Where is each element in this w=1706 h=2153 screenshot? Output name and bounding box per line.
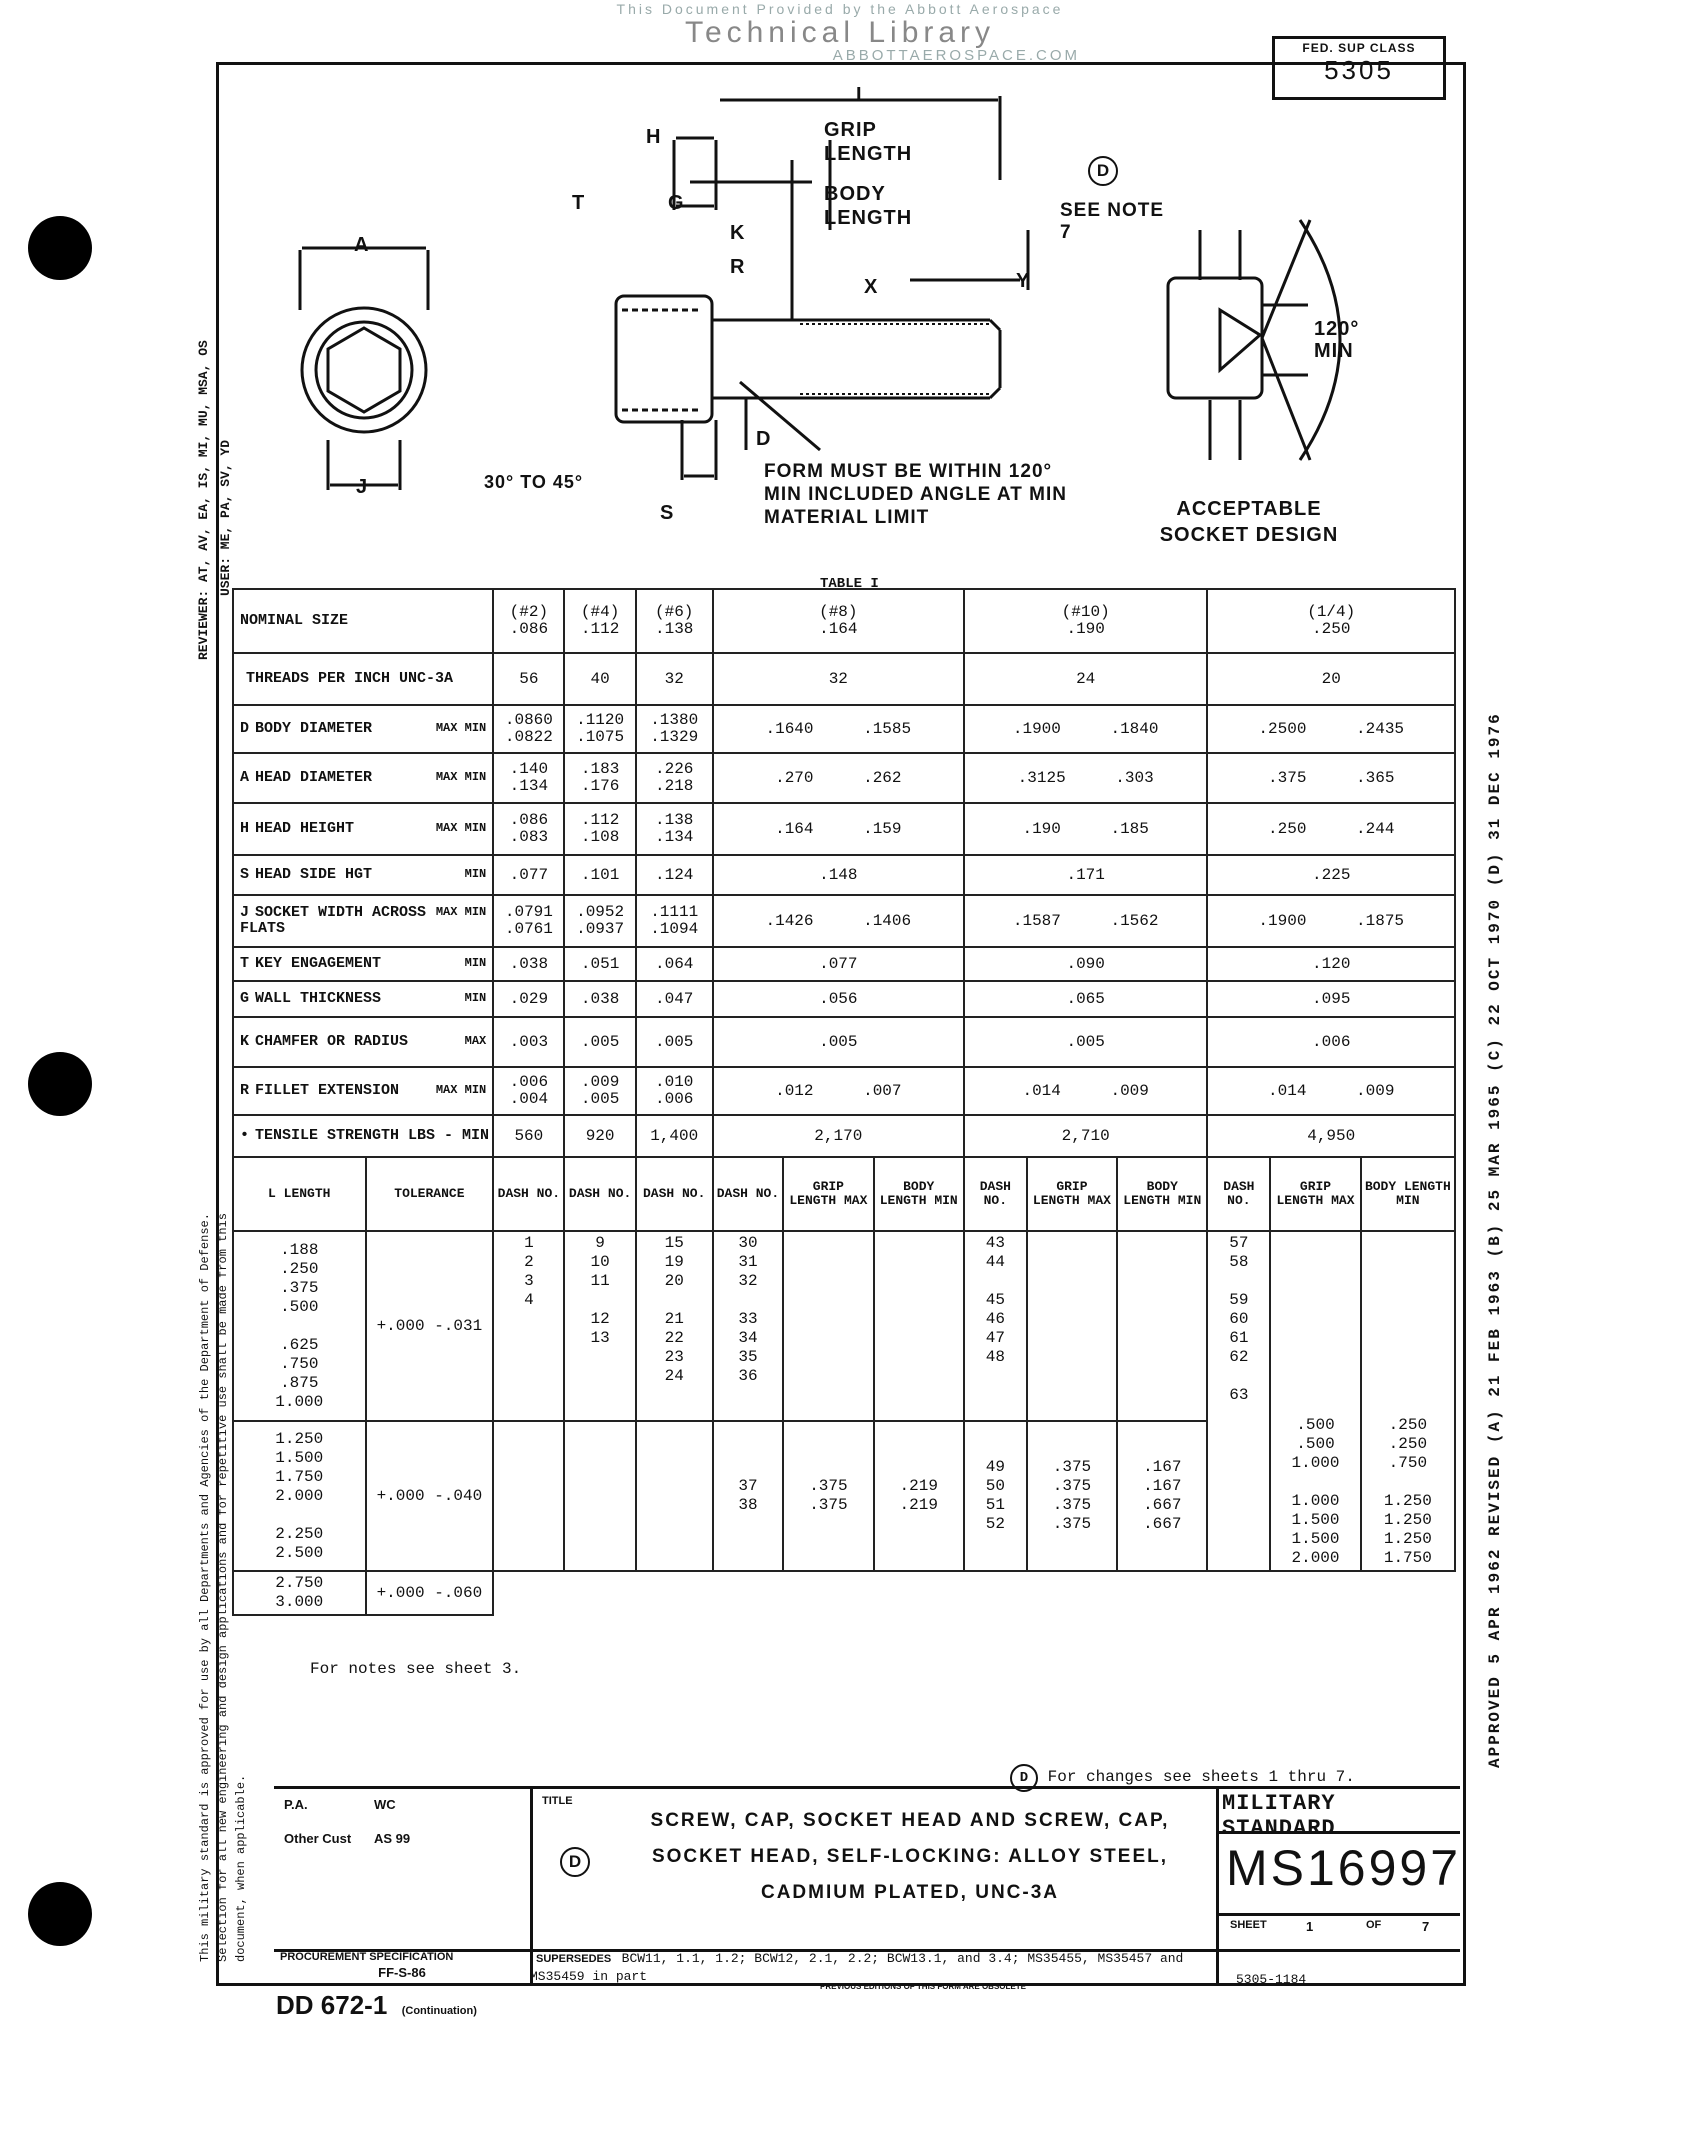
list-value: 45 [985,1291,1005,1309]
dash-list [564,1231,635,1421]
list-value: 52 [985,1515,1005,1533]
value-cell: .138 .134 [636,803,713,855]
list-value [1210,1367,1267,1386]
value-rows [233,653,1455,1157]
list-value: 2.250 [275,1524,324,1543]
value-cell: .056 [713,981,964,1017]
list-value [967,1272,1024,1291]
list-value: 2.000 [275,1486,324,1505]
value-cell: .005 [564,1017,635,1067]
row-label: NOMINAL SIZE [233,589,493,653]
list-value: 32 [738,1272,758,1290]
list-value: .219 [899,1477,938,1495]
grip-header: GRIP LENGTH MAX [783,1157,873,1231]
row-label: • TENSILE STRENGTH LBS - MIN [233,1115,493,1157]
value-cell: .003 [493,1017,564,1067]
value-cell: .164 .159 [713,803,964,855]
list-value: 2 [524,1253,534,1271]
value-cell: .225 [1207,855,1455,895]
list-value: .375 [280,1278,319,1297]
value-cell: .112 .108 [564,803,635,855]
length-group-a [233,1231,1455,1421]
list-value: 36 [738,1367,758,1385]
value-cell: .1640 .1585 [713,705,964,753]
dash-list [713,1421,784,1571]
pa-value: WC [374,1797,396,1812]
value-cell: .014 .009 [964,1067,1208,1115]
grip-header: GRIP LENGTH MAX [1270,1157,1360,1231]
value-cell: .051 [564,947,635,981]
of-no: 7 [1422,1919,1430,1934]
row-label: MAX MIN D BODY DIAMETER [233,705,493,753]
table-row [233,1115,1455,1157]
value-cell: .148 [713,855,964,895]
notes-reference: For notes see sheet 3. [310,1660,522,1678]
value-cell: .0860 .0822 [493,705,564,753]
list-value: .500 [1296,1435,1335,1453]
length-list [233,1571,366,1615]
dash-header: DASH NO. [564,1157,635,1231]
dim-label-a: A [354,234,370,256]
value-cell: .029 [493,981,564,1017]
value-cell: .171 [964,855,1208,895]
value-cell: .190 .185 [964,803,1208,855]
dim-label-s: S [660,502,675,524]
value-cell: .140 .134 [493,753,564,803]
list-value: .500 [280,1297,319,1316]
tolerance-cell: +.000 -.060 [366,1571,494,1615]
punch-hole [28,216,92,280]
tolerance-header: TOLERANCE [366,1157,494,1231]
row-label: MAX MIN R FILLET EXTENSION [233,1067,493,1115]
list-value: .375 [1052,1515,1092,1533]
value-cell: .077 [493,855,564,895]
list-value: .250 [1388,1435,1428,1453]
value-cell: .250 .244 [1207,803,1455,855]
list-value [1210,1272,1267,1291]
value-cell: .005 [964,1017,1208,1067]
value-cell: .120 [1207,947,1455,981]
value-cell: 32 [636,653,713,705]
document-code: 5305-1184 [1236,1972,1307,1987]
list-value: 47 [985,1329,1005,1347]
list-value: 2.750 [275,1574,324,1592]
of-label: OF [1366,1919,1382,1931]
list-value [236,1506,363,1525]
list-value: 19 [664,1253,684,1271]
grip-list [1027,1421,1117,1571]
list-value: 48 [985,1348,1005,1366]
value-cell: .005 [636,1017,713,1067]
list-value: 60 [1229,1310,1249,1328]
list-value: 20 [664,1272,684,1290]
list-value [236,1317,363,1336]
value-cell: .005 [713,1017,964,1067]
list-value: 1.750 [275,1467,324,1486]
punch-hole [28,1052,92,1116]
other-cust-label: Other Cust [284,1831,352,1846]
watermark-line1: This Document Provided by the Abbott Aerospace [616,1,1064,17]
table-row [233,753,1455,803]
list-value: 57 [1229,1234,1249,1252]
watermark-line2: Technical Library [684,15,996,49]
dim-label-g: G [668,192,685,214]
form-number: DD 672-1 (Continuation) [276,1990,477,2020]
value-cell: .1380 .1329 [636,705,713,753]
dim-label-d: D [756,428,772,450]
changes-reference: D For changes see sheets 1 thru 7. [1010,1764,1355,1792]
list-value: 49 [985,1458,1005,1476]
list-value: 63 [1229,1386,1249,1404]
list-value: 1.500 [1291,1530,1340,1548]
length-group-c [233,1571,1455,1615]
body-header: BODY LENGTH MIN [874,1157,964,1231]
form-note: FORM MUST BE WITHIN 120° MIN INCLUDED ANGLE AT MIN MATERIAL LIMIT [764,461,1067,528]
value-cell: .375 .365 [1207,753,1455,803]
tolerance-cell: +.000 -.031 [366,1231,494,1421]
row-label: MAX K CHAMFER OR RADIUS [233,1017,493,1067]
list-value: 23 [664,1348,684,1366]
list-value: .375 [809,1496,848,1514]
list-value: 11 [590,1272,610,1290]
dash-header: DASH NO. [964,1157,1027,1231]
list-value: 46 [985,1310,1005,1328]
value-cell: 920 [564,1115,635,1157]
dash-list [964,1231,1027,1421]
grip-list [1270,1231,1360,1571]
list-value: 33 [738,1310,758,1328]
list-value [1364,1473,1452,1492]
supersedes-label: SUPERSEDES [536,1953,612,1965]
body-length-label: BODY LENGTH [824,183,913,229]
punch-hole [28,1882,92,1946]
size-cell: (#10) .190 [964,589,1208,653]
value-cell: 40 [564,653,635,705]
value-cell: .095 [1207,981,1455,1017]
table-row [233,803,1455,855]
value-cell: .0791 .0761 [493,895,564,947]
dim-label-y: Y [1016,270,1031,292]
list-value: 31 [738,1253,758,1271]
row-label: MIN S HEAD SIDE HGT [233,855,493,895]
value-cell: .014 .009 [1207,1067,1455,1115]
list-value: 12 [590,1310,610,1328]
list-value: .250 [1388,1416,1428,1434]
value-cell: .1111 .1094 [636,895,713,947]
procurement-value: FF-S-86 [378,1965,426,1980]
list-value: .375 [1052,1458,1092,1476]
list-value: 24 [664,1367,684,1385]
value-cell: .064 [636,947,713,981]
dash-header: DASH NO. [713,1157,784,1231]
chamfer-label: 30° TO 45° [484,472,584,492]
list-value: 1 [524,1234,534,1252]
table-row [233,589,1455,653]
list-value [716,1291,781,1310]
value-cell: .006 .004 [493,1067,564,1115]
list-value: 3 [524,1272,534,1290]
previous-editions-note: PREVIOUS EDITIONS OF THIS FORM ARE OBSOLETE [820,1982,1026,1991]
row-label: MAX MIN J SOCKET WIDTH ACROSS FLATS [233,895,493,947]
list-value: 22 [664,1329,684,1347]
revision-d-mark: D [1088,156,1118,186]
list-value [639,1291,710,1310]
value-cell: 2,170 [713,1115,964,1157]
dash-header: DASH NO. [636,1157,713,1231]
value-cell: 24 [964,653,1208,705]
value-cell: .1120 .1075 [564,705,635,753]
dim-label-h: H [646,126,662,148]
list-value: 1.250 [1383,1530,1432,1548]
list-value: .750 [1388,1454,1428,1472]
body-header: BODY LENGTH MIN [1117,1157,1207,1231]
table-title: TABLE I [820,576,879,592]
value-cell: .1900 .1875 [1207,895,1455,947]
table-row [233,705,1455,753]
list-value: 58 [1229,1253,1249,1271]
user-text: USER: ME, PA, SV, YD [218,439,233,596]
value-cell: .065 [964,981,1208,1017]
approval-note: This military standard is approved for use by all Departments and Agencies of the Department of Defense. Selection for all new engineering and design applications and for repetitive use shall be made from this document, when applicable. [198,1213,248,1962]
list-value: .750 [280,1354,319,1373]
list-value: 15 [664,1234,684,1252]
list-value: .667 [1143,1496,1182,1514]
list-value: 61 [1229,1329,1249,1347]
military-standard-label: MILITARY STANDARD [1222,1791,1336,1841]
value-cell: .012 .007 [713,1067,964,1115]
list-value: .375 [809,1477,848,1495]
title-revision-mark: D [560,1847,590,1877]
grip-header: GRIP LENGTH MAX [1027,1157,1117,1231]
list-value: 1.250 [275,1429,324,1448]
see-note-label: SEE NOTE 7 [1060,200,1165,243]
value-cell: .270 .262 [713,753,964,803]
value-cell: .2500 .2435 [1207,705,1455,753]
list-value: 1.750 [1383,1549,1432,1567]
value-cell: 56 [493,653,564,705]
table-row [233,895,1455,947]
procurement-label: PROCUREMENT SPECIFICATION [280,1951,454,1963]
list-value: .500 [1296,1416,1335,1434]
dim-label-l: L [856,84,870,106]
list-value: 9 [595,1234,605,1252]
list-value: 13 [590,1329,610,1347]
other-cust-value: AS 99 [374,1831,411,1846]
dash-list [713,1231,784,1421]
body-list [874,1421,964,1571]
value-cell: 4,950 [1207,1115,1455,1157]
value-cell: .101 [564,855,635,895]
value-cell: .226 .218 [636,753,713,803]
title-label: TITLE [542,1795,573,1807]
list-value: 50 [985,1477,1005,1495]
ms-number: MS16997 [1226,1840,1462,1896]
table-subheader-row [233,1157,1455,1231]
list-value: 10 [590,1253,610,1271]
list-value: 4 [524,1291,534,1309]
sheet-no: 1 [1306,1919,1314,1934]
list-value: 2.500 [275,1543,324,1562]
socket-design-caption: ACCEPTABLE SOCKET DESIGN [1159,498,1339,546]
document-title: SCREW, CAP, SOCKET HEAD AND SCREW, CAP, SOCKET HEAD, SELF-LOCKING: ALLOY STEEL, CADMIUM PLATED, UNC-3A [650,1810,1170,1903]
dim-label-j: J [356,476,369,498]
revision-history: APPROVED 5 APR 1962 REVISED (A) 21 FEB 1963 (B) 25 MAR 1965 (C) 22 OCT 1970 (D) 31 DEC 1976 [1486,712,1504,1768]
list-value: .219 [899,1496,938,1514]
value-cell: .038 [493,947,564,981]
value-cell: 1,400 [636,1115,713,1157]
dash-list [636,1231,713,1421]
dash-list [493,1231,564,1421]
size-cell: (1/4) .250 [1207,589,1455,653]
value-cell: .1587 .1562 [964,895,1208,947]
value-cell: .090 [964,947,1208,981]
dash-header: DASH NO. [493,1157,564,1231]
body-list [1361,1231,1455,1571]
value-cell: .047 [636,981,713,1017]
value-cell: .086 .083 [493,803,564,855]
list-value: 1.000 [1291,1492,1340,1510]
value-cell: 2,710 [964,1115,1208,1157]
table-row [233,947,1455,981]
list-value: 59 [1229,1291,1249,1309]
value-cell: .124 [636,855,713,895]
list-value: 1.250 [1383,1511,1432,1529]
tolerance-cell: +.000 -.040 [366,1421,494,1571]
value-cell: 20 [1207,653,1455,705]
value-cell: .038 [564,981,635,1017]
list-value: 34 [738,1329,758,1347]
list-value: 1.000 [275,1392,324,1411]
list-value: .250 [280,1259,319,1278]
reviewer-text: REVIEWER: AT, AV, EA, IS, MI, MU, MSA, OS [196,340,211,660]
length-list [233,1231,366,1421]
list-value: .375 [1052,1496,1092,1514]
value-cell: .3125 .303 [964,753,1208,803]
length-list [233,1421,366,1571]
list-value: .625 [280,1335,319,1354]
size-cell: (#2) .086 [493,589,564,653]
dim-label-k: K [730,222,746,244]
dim-label-t: T [572,192,586,214]
list-value: 43 [985,1234,1005,1252]
pa-label: P.A. [284,1797,308,1812]
list-value: 1.000 [1291,1454,1340,1472]
title-block [274,1786,1460,1983]
size-cell: (#4) .112 [564,589,635,653]
list-value: 1.500 [275,1448,324,1467]
list-value: .167 [1143,1458,1182,1476]
row-label: MAX MIN A HEAD DIAMETER [233,753,493,803]
list-value [1273,1473,1357,1492]
supersedes-value: BCW11, 1.1, 1.2; BCW12, 2.1, 2.2; BCW13.1, and 3.4; MS35455, MS35457 and MS35459 in part [530,1951,1184,1984]
value-cell: .010 .006 [636,1067,713,1115]
value-cell: .006 [1207,1017,1455,1067]
list-value: .375 [1052,1477,1092,1495]
list-value: 44 [985,1253,1005,1271]
list-value [567,1291,632,1310]
list-value: 2.000 [1291,1549,1340,1567]
value-cell: .009 .005 [564,1067,635,1115]
table-row [233,1067,1455,1115]
dimensions-table [232,588,1456,1616]
list-value: 51 [985,1496,1005,1514]
value-cell: .1900 .1840 [964,705,1208,753]
list-value: 35 [738,1348,758,1366]
row-label: MIN G WALL THICKNESS [233,981,493,1017]
value-cell: .0952 .0937 [564,895,635,947]
list-value: 38 [738,1496,758,1514]
value-cell: 32 [713,653,964,705]
list-value: 1.500 [1291,1511,1340,1529]
l-length-header: L LENGTH [233,1157,366,1231]
fsc-value: 5305 [1324,55,1394,85]
row-label: MAX MIN H HEAD HEIGHT [233,803,493,855]
grip-length-label: GRIP LENGTH [824,119,913,165]
list-value: .167 [1143,1477,1182,1495]
dash-header: DASH NO. [1207,1157,1270,1231]
value-cell: .077 [713,947,964,981]
row-label: MIN T KEY ENGAGEMENT [233,947,493,981]
value-cell: 560 [493,1115,564,1157]
list-value: 62 [1229,1348,1249,1366]
body-header: BODY LENGTH MIN [1361,1157,1455,1231]
dash-list [964,1421,1027,1571]
row-label: THREADS PER INCH UNC-3A [233,653,493,705]
table-row [233,981,1455,1017]
size-cell: (#6) .138 [636,589,713,653]
list-value: 21 [664,1310,684,1328]
table-row [233,1017,1455,1067]
body-list [1117,1421,1207,1571]
table-row [233,855,1455,895]
fsc-label: FED. SUP CLASS [1302,41,1416,55]
angle-label: 120° MIN [1314,318,1360,362]
list-value: 1.250 [1383,1492,1432,1510]
list-value: 3.000 [275,1593,324,1611]
list-value: 30 [738,1234,758,1252]
list-value: .667 [1143,1515,1182,1533]
sheet-label: SHEET [1230,1919,1267,1931]
value-cell: .1426 .1406 [713,895,964,947]
watermark [560,2,1120,64]
dash-list [1207,1231,1270,1571]
value-cell: .183 .176 [564,753,635,803]
dim-label-x: X [864,276,879,298]
list-value: .875 [280,1373,319,1392]
list-value: .188 [280,1240,319,1259]
list-value: 37 [738,1477,758,1495]
table-row [233,653,1455,705]
dim-label-r: R [730,256,746,278]
grip-list [783,1421,873,1571]
size-cell: (#8) .164 [713,589,964,653]
watermark-line3: ABBOTTAEROSPACE.COM [832,47,1080,65]
